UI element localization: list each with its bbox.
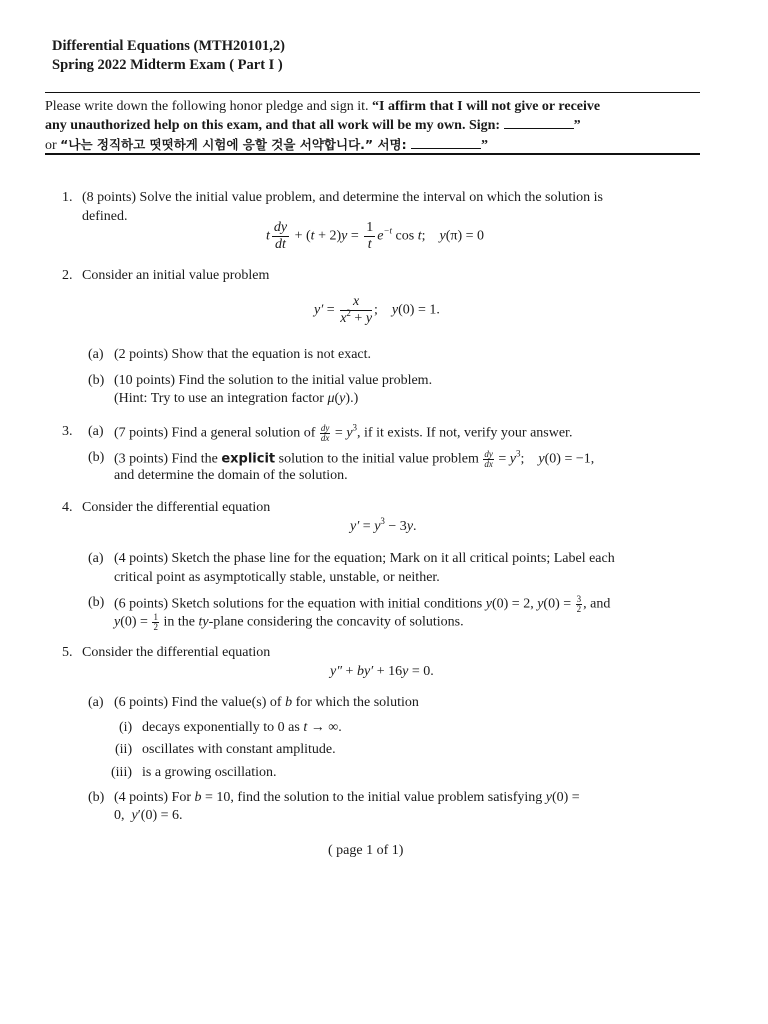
problem-4b-label: (b): [88, 595, 105, 610]
problem-5a-text: (6 points) Find the value(s) of b for which the solution: [114, 695, 419, 710]
problem-2a-label: (a): [88, 347, 104, 362]
problem-3a-label: (a): [88, 424, 104, 439]
problem-5b-text: (4 points) For b = 10, find the solution to the initial value problem satisfying y(0) =: [114, 790, 580, 805]
problem-4b-text-cont: y(0) = $\frac{1}{2}$ in the ty-plane considering the concavity of solutions.: [114, 612, 464, 632]
problem-4-text: Consider the differential equation: [82, 500, 271, 515]
problem-3b-text: (3 points) Find the explicit solution to the initial value problem $\frac{dy}{dx}$ = $y^3$; y(0) = −1,: [114, 448, 595, 469]
pledge-statement-ko: “나는 정직하고 떳떳하게 시험에 응할 것을 서약합니다.” 서명:: [60, 137, 411, 152]
problem-1-text: (8 points) Solve the initial value problem, and determine the interval on which the solution is: [82, 190, 604, 205]
problem-4-equation: $y' = y^3 - 3y$.: [350, 516, 417, 534]
pledge-intro: Please write down the following honor pledge and sign it.: [45, 99, 372, 114]
pledge-top-rule: [45, 92, 700, 93]
problem-3a-text: (7 points) Find a general solution of $\frac{dy}{dx}$ = $y^3$, if it exists. If not, verify your answer.: [114, 422, 573, 443]
problem-5-equation: y″ + by′ + 16y = 0.: [330, 664, 434, 679]
sign-line-ko: [411, 136, 481, 149]
problem-3-number: 3.: [62, 424, 73, 439]
pledge-bottom-rule: [45, 153, 700, 155]
problem-5b-label: (b): [88, 790, 105, 805]
sign-line-en: [504, 116, 574, 129]
exam-title: Spring 2022 Midterm Exam ( Part I ): [52, 57, 283, 73]
problem-5a-label: (a): [88, 695, 104, 710]
problem-1-number: 1.: [62, 190, 73, 205]
problem-5-number: 5.: [62, 645, 73, 660]
problem-5a-ii-text: oscillates with constant amplitude.: [142, 742, 336, 757]
problem-5b-text-cont: 0, y′(0) = 6.: [114, 808, 183, 823]
problem-4a-text-cont: critical point as asymptotically stable, unstable, or neither.: [114, 570, 440, 585]
pledge-statement-en-1: “I affirm that I will not give or receive: [372, 99, 601, 114]
course-title: Differential Equations (MTH20101,2): [52, 38, 285, 54]
page-number: ( page 1 of 1): [328, 843, 404, 858]
honor-pledge: [45, 97, 701, 155]
problem-5-text: Consider the differential equation: [82, 645, 271, 660]
problem-2b-text: (10 points) Find the solution to the initial value problem.: [114, 373, 433, 388]
pledge-close-quote-ko: ”: [480, 138, 488, 153]
problem-2b-label: (b): [88, 373, 105, 388]
problem-5a-ii-label: (ii): [115, 742, 133, 757]
problem-1-equation: t $\frac{dy}{dt}$ + (t + 2)y = $\frac{1}{t}$ $e^{-t}$ cos t; y(π) = 0: [266, 220, 485, 252]
problem-2b-hint: (Hint: Try to use an integration factor μ(y).): [114, 391, 359, 406]
problem-5a-iii-label: (iii): [111, 765, 132, 780]
pledge-close-quote-en: ”: [573, 118, 581, 133]
problem-3b-label: (b): [88, 450, 105, 465]
pledge-or: or: [45, 138, 61, 153]
problem-5a-i-text: decays exponentially to 0 as t → ∞.: [142, 720, 342, 735]
problem-2-number: 2.: [62, 268, 73, 283]
problem-5a-i-label: (i): [119, 720, 133, 735]
problem-1-text-cont: defined.: [82, 209, 128, 224]
problem-4a-text: (4 points) Sketch the phase line for the equation; Mark on it all critical points; Label each: [114, 551, 615, 566]
problem-2-text: Consider an initial value problem: [82, 268, 270, 283]
problem-5a-iii-text: is a growing oscillation.: [142, 765, 277, 780]
problem-4-number: 4.: [62, 500, 73, 515]
problem-3b-text-cont: and determine the domain of the solution.: [114, 468, 348, 483]
pledge-statement-en-2: any unauthorized help on this exam, and that all work will be my own. Sign:: [45, 118, 504, 133]
problem-2a-text: (2 points) Show that the equation is not exact.: [114, 347, 372, 362]
problem-2-equation: y′ = $\frac{x}{x^2 + y}$ ; y(0) = 1.: [314, 294, 440, 326]
problem-4a-label: (a): [88, 551, 104, 566]
problem-4b-text: (6 points) Sketch solutions for the equation with initial conditions y(0) = 2, y(0) = $\frac{3}{2}$ , and: [114, 594, 611, 614]
